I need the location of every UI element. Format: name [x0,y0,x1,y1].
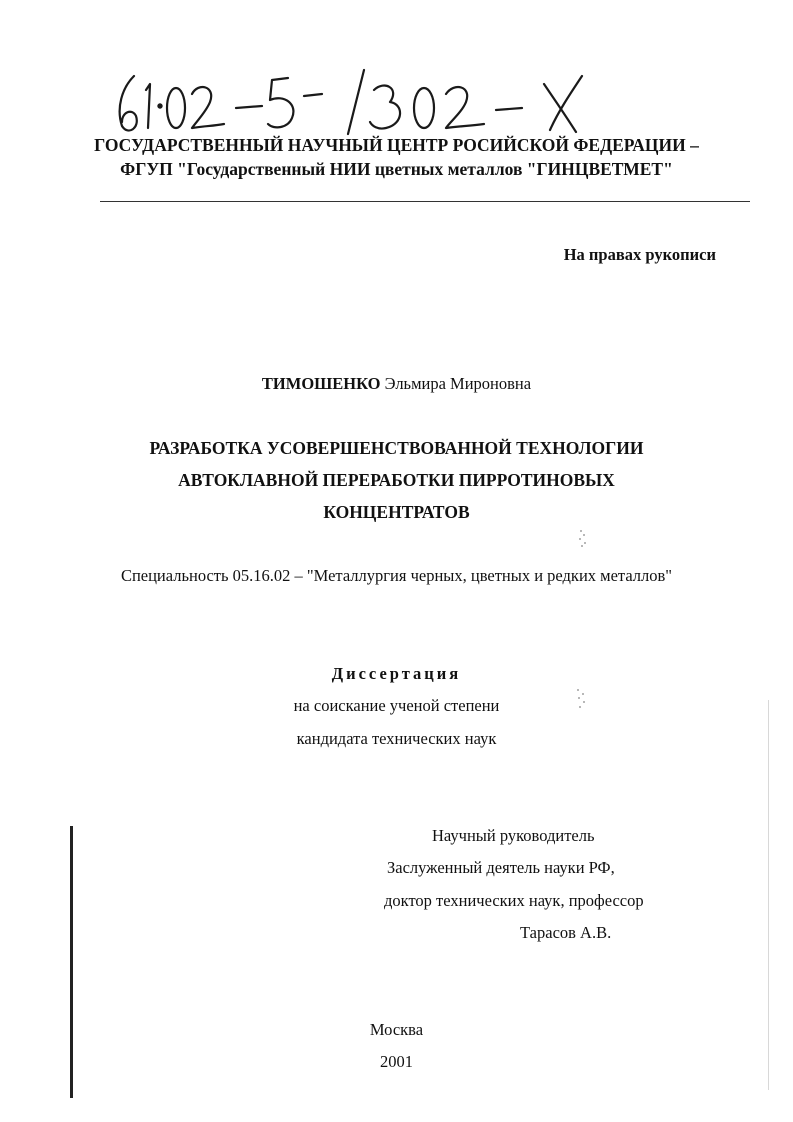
organization-line-1: ГОСУДАРСТВЕННЫЙ НАУЧНЫЙ ЦЕНТР РОСИЙСКОЙ ФЕДЕРАЦИИ – [94,135,699,155]
year: 2001 [380,1052,413,1071]
scan-edge-artifact [70,826,73,1098]
title-line-2: АВТОКЛАВНОЙ ПЕРЕРАБОТКИ ПИРРОТИНОВЫХ [178,470,615,490]
title-line-1: РАЗРАБОТКА УСОВЕРШЕНСТВОВАННОЙ ТЕХНОЛОГИИ [149,438,644,458]
author-given-names: Эльмира Мироновна [384,374,532,393]
manuscript-rights-note: На правах рукописи [563,245,716,264]
advisor-honorary-title: Заслуженный деятель науки РФ, [387,858,615,877]
header-divider [100,201,750,202]
dissertation-title [0,432,793,528]
city: Москва [369,1020,424,1039]
specialty: Специальность 05.16.02 – "Металлургия черных, цветных и редких металлов" [120,566,673,585]
title-line-3: КОНЦЕНТРАТОВ [323,502,470,522]
degree-line-2: кандидата технических наук [296,729,497,748]
organization-line-2: ФГУП "Государственный НИИ цветных металлов "ГИНЦВЕТМЕТ" [120,159,673,179]
advisor-degree: доктор технических наук, профессор [384,891,644,910]
dissertation-heading: Диссертация [331,664,462,683]
handwritten-archive-code [112,68,632,138]
scan-speckle [578,528,588,548]
advisor-name: Тарасов А.В. [520,923,612,942]
degree-line-1: на соискание ученой степени [293,696,500,715]
scan-speckle [575,688,587,710]
author-name [0,374,793,394]
scan-edge-artifact-right [768,700,769,1090]
advisor-role: Научный руководитель [432,826,595,845]
author-surname: ТИМОШЕНКО [261,374,381,393]
